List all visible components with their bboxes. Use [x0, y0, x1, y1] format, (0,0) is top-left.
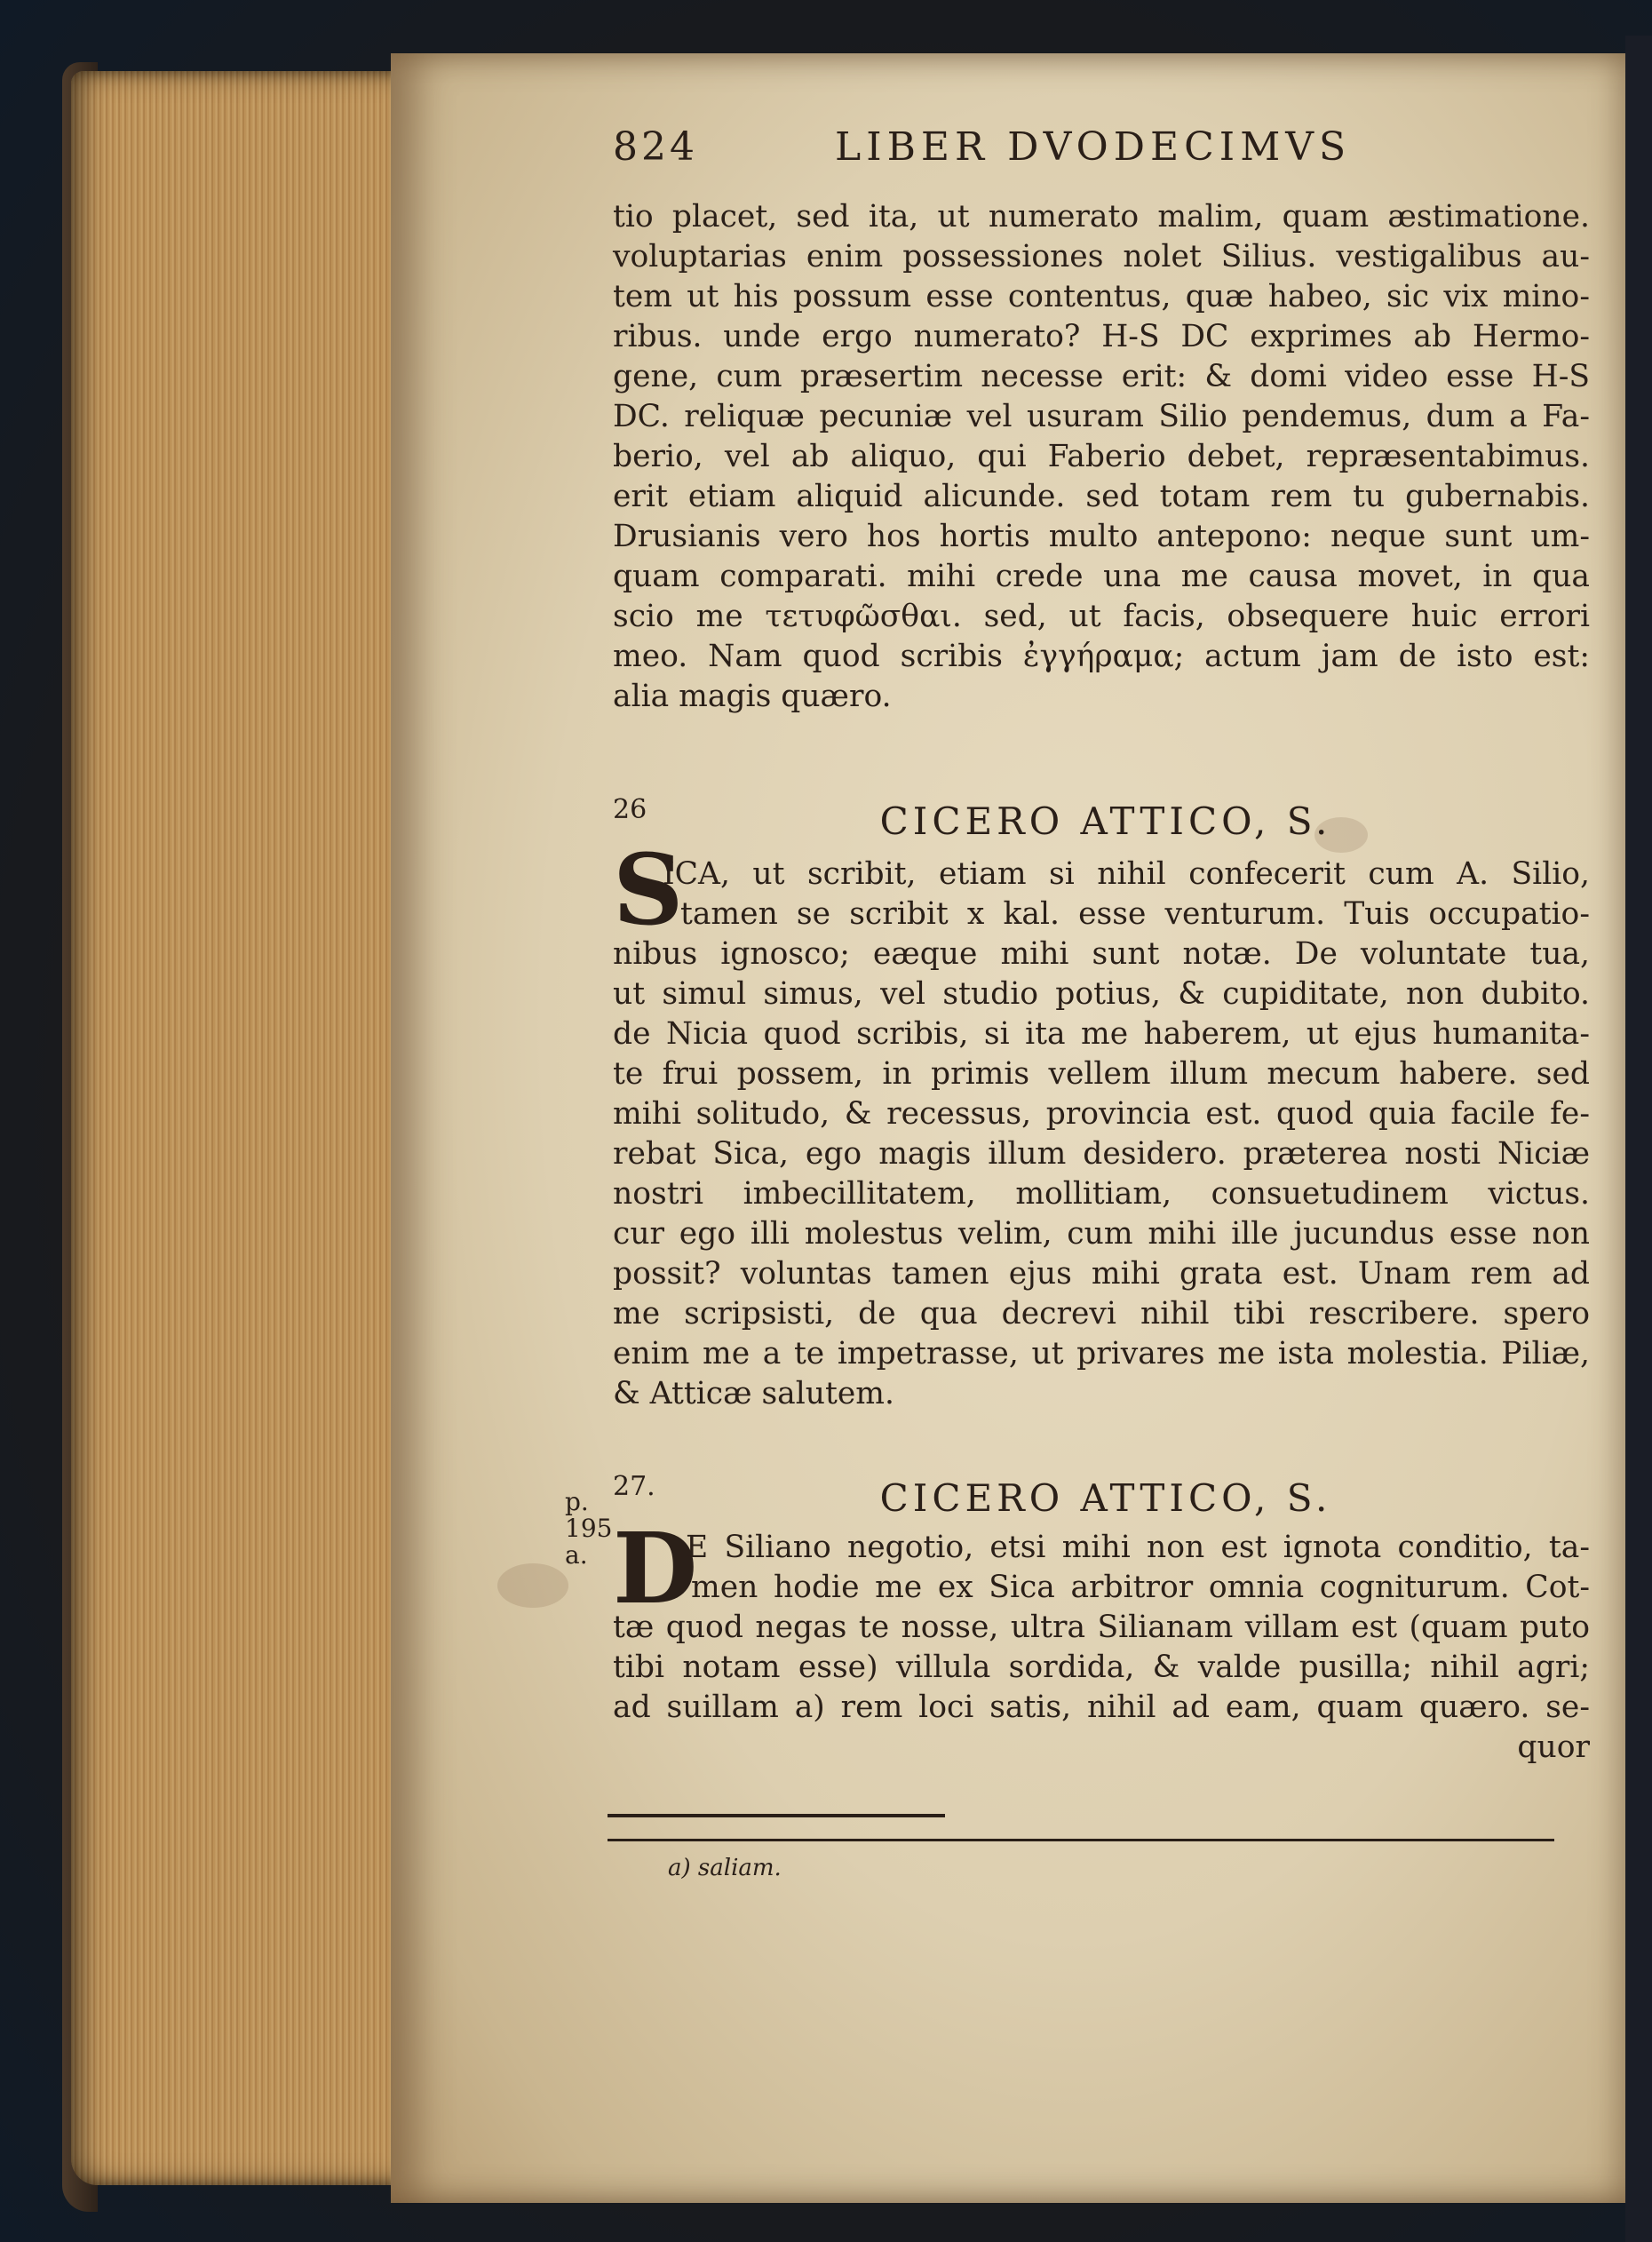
page-number: 824	[613, 124, 698, 170]
text-line: voluptarias enim possessiones nolet Silius. vestigalibus au-	[613, 239, 1590, 274]
letter-number: 26	[613, 794, 647, 825]
text-line: tio placet, sed ita, ut numerato malim, quam æstimatione.	[613, 199, 1590, 235]
text-line: me scripsisti, de qua decrevi nihil tibi rescribere. spero	[613, 1296, 1590, 1332]
drop-cap: S	[613, 832, 684, 947]
text-line: & Atticæ salutem.	[613, 1376, 894, 1411]
text-line: ribus. unde ergo numerato? H-S DC exprimes ab Hermo-	[613, 319, 1590, 354]
margin-note-line: p.	[565, 1487, 589, 1516]
text-line: tibi notam esse) villula sordida, & valde pusilla; nihil agri;	[613, 1650, 1590, 1685]
text-line: berio, vel ab aliquo, qui Faberio debet, repræsentabimus.	[613, 439, 1590, 474]
letter-title: CICERO ATTICO, S.	[879, 1476, 1332, 1520]
text-line: Drusianis vero hos hortis multo antepono: neque sunt um-	[613, 519, 1590, 554]
text-line: nibus ignosco; eæque mihi sunt notæ. De voluntate tua,	[613, 936, 1590, 972]
text-line: mihi solitudo, & recessus, provincia est. quod quia facile fe-	[613, 1096, 1590, 1132]
text-line: tæ quod negas te nosse, ultra Silianam villam est (quam puto	[613, 1610, 1590, 1645]
letter-26-body	[613, 855, 1590, 1414]
footnote-rule	[608, 1839, 1554, 1841]
text-line: meo. Nam quod scribis ἐγγήραμα; actum jam de isto est:	[613, 639, 1590, 674]
paper-stain	[497, 1563, 568, 1608]
text-line: DC. reliquæ pecuniæ vel usuram Silio pendemus, dum a Fa-	[613, 399, 1590, 434]
page-fore-edge	[71, 71, 409, 2185]
page-header	[613, 124, 1599, 187]
continuation-text	[613, 197, 1590, 717]
letter-27-heading	[613, 1471, 1599, 1530]
text-line: nostri imbecillitatem, mollitiam, consuetudinem victus.	[613, 1176, 1590, 1212]
letter-26-heading	[613, 794, 1599, 853]
letter-number: 27.	[613, 1471, 655, 1502]
text-line: ICA, ut scribit, etiam si nihil confecerit cum A. Silio,	[663, 856, 1590, 892]
text-line: ad suillam a) rem loci satis, nihil ad eam, quam quæro. se-	[613, 1689, 1590, 1725]
text-line: E Siliano negotio, etsi mihi non est ignota conditio, ta-	[686, 1530, 1590, 1565]
margin-note-line: a.	[565, 1540, 588, 1570]
text-line: rebat Sica, ego magis illum desidero. præterea nosti Niciæ	[613, 1136, 1590, 1172]
text-line: scio me τετυφῶσθαι. sed, ut facis, obsequere huic errori	[613, 599, 1590, 634]
text-line: erit etiam aliquid alicunde. sed totam rem tu gubernabis.	[613, 479, 1590, 514]
text-line: te frui possem, in primis vellem illum mecum habere. sed	[613, 1056, 1590, 1092]
text-line: quam comparati. mihi crede una me causa movet, in qua	[613, 559, 1590, 594]
next-page-edge	[1625, 36, 1652, 2242]
text-line: ut simul simus, vel studio potius, & cupiditate, non dubito.	[613, 976, 1590, 1012]
text-line: de Nicia quod scribis, si ita me haberem, ut ejus humanita-	[613, 1016, 1590, 1052]
text-line: cur ego illi molestus velim, cum mihi ille jucundus esse non	[613, 1216, 1590, 1252]
text-line: tem ut his possum esse contentus, quæ habeo, sic vix mino-	[613, 279, 1590, 314]
text-line: alia magis quæro.	[613, 679, 892, 714]
margin-note-line: 195	[565, 1514, 613, 1543]
letter-title: CICERO ATTICO, S.	[879, 799, 1332, 843]
text-line: men hodie me ex Sica arbitror omnia cogniturum. Cot-	[691, 1570, 1590, 1605]
margin-note	[565, 1489, 612, 1569]
letter-27-body	[613, 1528, 1590, 1768]
drop-cap: D	[613, 1511, 698, 1626]
catchword: quor	[1517, 1729, 1590, 1765]
text-line: enim me a te impetrasse, ut privares me ista molestia. Piliæ,	[613, 1336, 1590, 1371]
text-line: tamen se scribit x kal. esse venturum. Tuis occupatio-	[680, 896, 1590, 932]
running-title: LIBER DVODECIMVS	[835, 124, 1352, 170]
text-line: possit? voluntas tamen ejus mihi grata est. Unam rem ad	[613, 1256, 1590, 1292]
footnote-rule-accent	[608, 1814, 945, 1817]
footnote: a) saliam.	[668, 1855, 782, 1881]
text-line: gene, cum præsertim necesse erit: & domi video esse H-S	[613, 359, 1590, 394]
